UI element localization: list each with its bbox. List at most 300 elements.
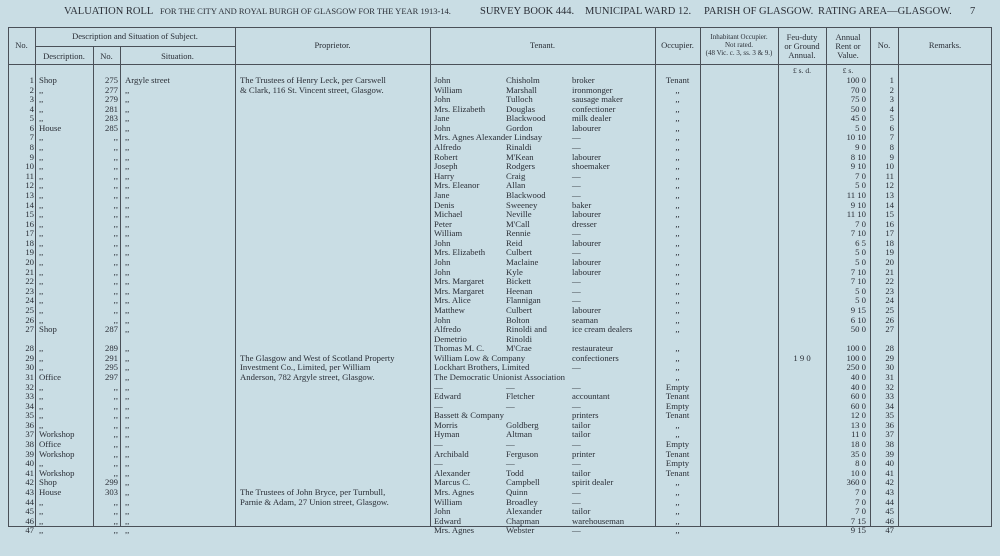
entry-house-number: ,, bbox=[113, 170, 118, 181]
entry-rent: 9 10 bbox=[850, 199, 866, 210]
entry-house-number: ,, bbox=[113, 142, 118, 153]
entry-number-right: 38 bbox=[885, 439, 894, 450]
entry-number: 10 bbox=[25, 161, 34, 172]
entry-house-number: 295 bbox=[104, 362, 118, 373]
entry-number: 43 bbox=[25, 486, 34, 497]
entry-number: 30 bbox=[25, 362, 34, 373]
entry-situation: ,, bbox=[125, 285, 130, 296]
entry-tenant-surname: Alexander bbox=[506, 506, 543, 517]
entry-number-right: 3 bbox=[889, 94, 894, 105]
entry-tenant-occupation: — bbox=[572, 295, 581, 306]
entry-number-right: 26 bbox=[885, 314, 894, 325]
entry-house-number: 285 bbox=[104, 122, 118, 133]
entry-description: ,, bbox=[39, 257, 44, 268]
entry-number-right: 27 bbox=[885, 324, 894, 335]
entry-tenant-occupation: printer bbox=[572, 448, 596, 459]
entry-tenant-occupation: confectioners bbox=[572, 352, 619, 363]
entry-situation: ,, bbox=[125, 276, 130, 287]
entry-tenant-occupation: sausage maker bbox=[572, 94, 623, 105]
entry-description: ,, bbox=[39, 247, 44, 258]
entry-occupier: ,, bbox=[675, 161, 680, 172]
inhabitant-line-1: Inhabitant Occupier. bbox=[710, 33, 768, 41]
entry-tenant-surname: Quinn bbox=[506, 486, 528, 497]
entry-situation: ,, bbox=[125, 266, 130, 277]
entry-tenant-occupation: — bbox=[572, 362, 581, 373]
entry-tenant-occupation: restaurateur bbox=[572, 343, 613, 354]
entry-situation: ,, bbox=[125, 84, 130, 95]
entry-tenant-forename: Mrs. Alice bbox=[434, 295, 471, 306]
entry-situation: ,, bbox=[125, 371, 130, 382]
header-ward: MUNICIPAL WARD 12. bbox=[585, 6, 692, 17]
entry-tenant-occupation: — bbox=[572, 496, 581, 507]
entry-tenant-forename: John bbox=[434, 266, 451, 277]
entry-rent: 60 0 bbox=[850, 391, 866, 402]
entry-tenant-occupation: ironmonger bbox=[572, 84, 613, 95]
entry-tenant-forename: Mrs. Elizabeth bbox=[434, 103, 486, 114]
entry-number-right: 41 bbox=[885, 467, 894, 478]
entry-tenant-occupation: — bbox=[572, 285, 581, 296]
entry-number-right: 17 bbox=[885, 228, 894, 239]
entry-number: 13 bbox=[25, 189, 34, 200]
entry-rent: 6 5 bbox=[855, 237, 866, 248]
entry-occupier: ,, bbox=[675, 122, 680, 133]
entry-number-right: 10 bbox=[885, 161, 894, 172]
entry-rent: 9 0 bbox=[855, 142, 866, 153]
entry-occupier: ,, bbox=[675, 486, 680, 497]
entry-number-right: 8 bbox=[889, 142, 894, 153]
entry-occupier: Tenant bbox=[665, 410, 690, 421]
entry-number-right: 28 bbox=[885, 343, 894, 354]
entry-number: 11 bbox=[25, 170, 34, 181]
entry-tenant-occupation: dresser bbox=[572, 218, 597, 229]
entry-occupier: ,, bbox=[675, 142, 680, 153]
entry-tenant-occupation: — bbox=[572, 180, 581, 191]
entry-tenant-forename: Archibald bbox=[434, 448, 469, 459]
entry-situation: ,, bbox=[125, 410, 130, 421]
entry-description: House bbox=[39, 122, 62, 133]
entry-description: ,, bbox=[39, 496, 44, 507]
entry-tenant-forename: Mrs. Eleanor bbox=[434, 180, 480, 191]
entry-rent: 6 10 bbox=[850, 314, 866, 325]
entry-situation: ,, bbox=[125, 458, 130, 469]
column-rule bbox=[35, 27, 36, 527]
entry-tenant-surname: Broadley bbox=[506, 496, 538, 507]
entry-number: 22 bbox=[25, 276, 34, 287]
entry-number-right: 46 bbox=[885, 515, 894, 526]
entry-description: ,, bbox=[39, 151, 44, 162]
entry-tenant-surname: Chapman bbox=[506, 515, 540, 526]
entry-rent: 100 0 bbox=[846, 352, 866, 363]
entry-number: 35 bbox=[25, 410, 34, 421]
entry-occupier: ,, bbox=[675, 343, 680, 354]
entry-number: 15 bbox=[25, 209, 34, 220]
entry-tenant-forename: — bbox=[434, 400, 443, 411]
entry-situation: ,, bbox=[125, 180, 130, 191]
entry-occupier: ,, bbox=[675, 429, 680, 440]
entry-occupier: ,, bbox=[675, 84, 680, 95]
entry-description: ,, bbox=[39, 304, 44, 315]
entry-number-right: 24 bbox=[885, 295, 894, 306]
entry-situation: ,, bbox=[125, 324, 130, 335]
entry-house-number: ,, bbox=[113, 276, 118, 287]
entry-tenant-forename: Michael bbox=[434, 209, 463, 220]
entry-number-right: 1 bbox=[889, 75, 894, 85]
entry-number: 32 bbox=[25, 381, 34, 392]
entry-house-number: ,, bbox=[113, 419, 118, 430]
entry-rent: 70 0 bbox=[850, 84, 866, 95]
entry-tenant-surname: Maclaine bbox=[506, 257, 539, 268]
entry-occupier: ,, bbox=[675, 506, 680, 517]
entry-situation: ,, bbox=[125, 486, 130, 497]
entry-occupier: ,, bbox=[675, 276, 680, 287]
entry-occupier: ,, bbox=[675, 525, 680, 536]
entry-tenant-occupation: — bbox=[572, 458, 581, 469]
entry-rent: 50 0 bbox=[850, 103, 866, 114]
entry-tenant-occupation: broker bbox=[572, 75, 595, 85]
entry-tenant-occupation: milk dealer bbox=[572, 113, 612, 124]
entry-situation: ,, bbox=[125, 218, 130, 229]
entry-house-number: ,, bbox=[113, 189, 118, 200]
entry-number-right: 44 bbox=[885, 496, 894, 507]
entry-number-right: 45 bbox=[885, 506, 894, 517]
entry-tenant-occupation: seaman bbox=[572, 314, 599, 325]
entry-tenant-surname: — bbox=[506, 458, 515, 469]
entry-house-number: ,, bbox=[113, 218, 118, 229]
entry-number: 4 bbox=[29, 103, 34, 114]
entry-description: ,, bbox=[39, 506, 44, 517]
entry-occupier: ,, bbox=[675, 371, 680, 382]
entry-occupier: ,, bbox=[675, 189, 680, 200]
entry-description: ,, bbox=[39, 266, 44, 277]
entry-tenant-forename: — bbox=[434, 439, 443, 450]
entry-tenant-forename: — bbox=[434, 381, 443, 392]
entry-number: 26 bbox=[25, 314, 34, 325]
entry-house-number: 303 bbox=[104, 486, 118, 497]
entry-house-number: 299 bbox=[104, 477, 118, 488]
entry-tenant-occupation: — bbox=[572, 381, 581, 392]
entry-tenant-forename: Mrs. Agnes Alexander Lindsay bbox=[434, 132, 543, 143]
entry-situation: ,, bbox=[125, 295, 130, 306]
entry-rent: 8 0 bbox=[855, 458, 866, 469]
entry-rent: 9 15 bbox=[850, 304, 866, 315]
entry-house-number: ,, bbox=[113, 180, 118, 191]
entry-tenant-surname: Flannigan bbox=[506, 295, 541, 306]
entry-occupier: Empty bbox=[665, 439, 690, 450]
header-parish: PARISH OF GLASGOW. bbox=[704, 6, 814, 17]
entry-tenant-occupation: confectioner bbox=[572, 103, 616, 114]
entry-tenant-surname: Blackwood bbox=[506, 189, 546, 200]
entry-description: Shop bbox=[39, 477, 57, 488]
entry-number-right: 43 bbox=[885, 486, 894, 497]
entry-number: 20 bbox=[25, 257, 34, 268]
entry-description: ,, bbox=[39, 113, 44, 124]
entry-number: 12 bbox=[25, 180, 34, 191]
entry-description: ,, bbox=[39, 525, 44, 536]
entry-proprietor: Anderson, 782 Argyle street, Glasgow. bbox=[240, 371, 375, 382]
entry-rent: 75 0 bbox=[850, 94, 866, 105]
entry-tenant-occupation: — bbox=[572, 525, 581, 536]
entry-number: 1 bbox=[29, 75, 34, 85]
entry-tenant-surname: M'Kean bbox=[506, 151, 534, 162]
entry-occupier: ,, bbox=[675, 266, 680, 277]
entry-situation: ,, bbox=[125, 103, 130, 114]
entry-number-right: 12 bbox=[885, 180, 894, 191]
entry-description: ,, bbox=[39, 391, 44, 402]
entry-rent: 50 0 bbox=[850, 324, 866, 335]
entry-situation: ,, bbox=[125, 391, 130, 402]
feu-units: £ s. d. bbox=[793, 66, 811, 75]
entry-proprietor: The Glasgow and West of Scotland Property bbox=[240, 352, 395, 363]
entry-tenant-surname: Campbell bbox=[506, 477, 540, 488]
entry-tenant-surname: Rodgers bbox=[506, 161, 535, 172]
col-header-proprietor: Proprietor. bbox=[314, 40, 351, 50]
entry-number: 34 bbox=[25, 400, 34, 411]
entry-tenant-occupation: — bbox=[572, 400, 581, 411]
col-header-no: No. bbox=[15, 40, 28, 50]
entry-number: 9 bbox=[29, 151, 34, 162]
entry-occupier: ,, bbox=[675, 218, 680, 229]
entry-number: 21 bbox=[25, 266, 34, 277]
entry-situation: ,, bbox=[125, 429, 130, 440]
entry-number: 18 bbox=[25, 237, 34, 248]
entry-number-right: 34 bbox=[885, 400, 894, 411]
entry-rent: 100 0 bbox=[846, 75, 866, 85]
col-header-inhabitant bbox=[700, 33, 778, 57]
entry-description: Shop bbox=[39, 75, 57, 85]
col-header-rent bbox=[826, 33, 870, 60]
entry-occupier: Empty bbox=[665, 400, 690, 411]
entry-rent: 7 10 bbox=[850, 228, 866, 239]
entry-occupier: ,, bbox=[675, 477, 680, 488]
entry-house-number: ,, bbox=[113, 247, 118, 258]
rent-line-3: Value. bbox=[837, 50, 859, 60]
entry-tenant-forename: Lockhart Brothers, Limited bbox=[434, 362, 530, 373]
entry-description: Office bbox=[39, 439, 62, 450]
entry-situation: ,, bbox=[125, 237, 130, 248]
entry-description: ,, bbox=[39, 199, 44, 210]
entry-tenant-surname: Bolton bbox=[506, 314, 530, 325]
entry-description: ,, bbox=[39, 381, 44, 392]
entry-number: 6 bbox=[29, 122, 34, 133]
entry-tenant-surname: Webster bbox=[506, 525, 535, 536]
entry-house-number: ,, bbox=[113, 458, 118, 469]
entry-number: 39 bbox=[25, 448, 34, 459]
entry-description: Workshop bbox=[39, 467, 75, 478]
entry-description: ,, bbox=[39, 142, 44, 153]
entry-number-right: 19 bbox=[885, 247, 894, 258]
entry-tenant-surname: Heenan bbox=[506, 285, 533, 296]
entry-occupier: ,, bbox=[675, 304, 680, 315]
entry-number: 38 bbox=[25, 439, 34, 450]
entry-house-number: ,, bbox=[113, 496, 118, 507]
entry-description: ,, bbox=[39, 94, 44, 105]
entry-tenant-forename: Matthew bbox=[434, 304, 465, 315]
entry-number-right: 21 bbox=[885, 266, 894, 277]
entry-description: Office bbox=[39, 371, 62, 382]
entry-number: 46 bbox=[25, 515, 34, 526]
entry-tenant-surname: Todd bbox=[506, 467, 524, 478]
entry-tenant-surname: Reid bbox=[506, 237, 523, 248]
entry-occupier: ,, bbox=[675, 180, 680, 191]
entry-description: ,, bbox=[39, 314, 44, 325]
entry-number-right: 23 bbox=[885, 285, 894, 296]
entry-house-number: ,, bbox=[113, 381, 118, 392]
entry-occupier: ,, bbox=[675, 247, 680, 258]
entry-rent: 5 0 bbox=[855, 180, 866, 191]
col-header-no-right: No. bbox=[877, 40, 891, 50]
entry-number: 40 bbox=[25, 458, 34, 469]
entry-house-number: 283 bbox=[104, 113, 118, 124]
entry-number-right: 25 bbox=[885, 304, 894, 315]
entry-tenant-surname: M'Call bbox=[506, 218, 530, 229]
entry-situation: ,, bbox=[125, 506, 130, 517]
col-header-description: Description. bbox=[43, 51, 85, 61]
entry-situation: ,, bbox=[125, 477, 130, 488]
col-header-situation: Situation. bbox=[161, 51, 194, 61]
entry-number-right: 7 bbox=[889, 132, 894, 143]
rent-line-1: Annual bbox=[835, 32, 861, 42]
entry-tenant-occupation: tailor bbox=[572, 467, 591, 478]
entry-tenant-surname: Tulloch bbox=[506, 94, 533, 105]
entry-tenant-surname: Bickett bbox=[506, 276, 532, 287]
rent-line-2: Rent or bbox=[835, 41, 861, 51]
entry-tenant-surname: Marshall bbox=[506, 84, 537, 95]
entry-house-number: 275 bbox=[104, 75, 118, 85]
entry-house-number: 291 bbox=[104, 352, 118, 363]
entry-tenant-surname: Rinoldi bbox=[506, 333, 533, 344]
entry-number: 17 bbox=[25, 228, 34, 239]
entry-occupier: ,, bbox=[675, 515, 680, 526]
entry-rent: 7 0 bbox=[855, 486, 866, 497]
entry-rent: 7 0 bbox=[855, 170, 866, 181]
entry-occupier: ,, bbox=[675, 352, 680, 363]
entry-number: 14 bbox=[25, 199, 34, 210]
entry-proprietor: & Clark, 116 St. Vincent street, Glasgow. bbox=[240, 84, 384, 95]
entry-tenant-surname: — bbox=[506, 439, 515, 450]
entry-house-number: ,, bbox=[113, 199, 118, 210]
header-title-rest: FOR THE CITY AND ROYAL BURGH OF GLASGOW FOR THE YEAR 1913-14. bbox=[160, 6, 451, 16]
entry-house-number: ,, bbox=[113, 266, 118, 277]
entry-number-right: 47 bbox=[885, 525, 894, 536]
entry-description: ,, bbox=[39, 458, 44, 469]
entry-number-right: 2 bbox=[889, 84, 894, 95]
entry-description: ,, bbox=[39, 103, 44, 114]
entry-tenant-occupation: — bbox=[572, 486, 581, 497]
feuduty-line-2: or Ground bbox=[784, 41, 820, 51]
entry-tenant-occupation: labourer bbox=[572, 209, 601, 220]
entry-tenant-surname: Rinoldi and bbox=[506, 324, 547, 335]
entry-tenant-occupation: labourer bbox=[572, 257, 601, 268]
entry-house-number: ,, bbox=[113, 209, 118, 220]
entry-tenant-forename: The Democratic Unionist Association bbox=[434, 371, 566, 382]
entry-rent: 250 0 bbox=[846, 362, 866, 373]
entry-house-number: ,, bbox=[113, 400, 118, 411]
entry-occupier: Empty bbox=[665, 381, 690, 392]
entry-number-right: 40 bbox=[885, 458, 894, 469]
entry-rent: 8 10 bbox=[850, 151, 866, 162]
entry-occupier: ,, bbox=[675, 324, 680, 335]
entry-tenant-forename: Denis bbox=[434, 199, 455, 210]
entry-number: 27 bbox=[25, 324, 34, 335]
entry-occupier: ,, bbox=[675, 151, 680, 162]
col-header-occupier: Occupier. bbox=[661, 40, 694, 50]
entry-number: 44 bbox=[25, 496, 34, 507]
entry-tenant-forename: Thomas M. C. bbox=[434, 343, 485, 354]
entry-occupier: ,, bbox=[675, 362, 680, 373]
entry-tenant-forename: Harry bbox=[434, 170, 455, 181]
entry-number-right: 29 bbox=[885, 352, 894, 363]
entry-number: 8 bbox=[29, 142, 34, 153]
entry-tenant-occupation: labourer bbox=[572, 266, 601, 277]
entry-description: ,, bbox=[39, 237, 44, 248]
entry-tenant-forename: John bbox=[434, 122, 451, 133]
column-rule bbox=[93, 46, 94, 527]
entry-house-number: ,, bbox=[113, 467, 118, 478]
entry-house-number: 279 bbox=[104, 94, 118, 105]
entry-situation: ,, bbox=[125, 419, 130, 430]
entry-rent: 10 0 bbox=[850, 467, 866, 478]
entry-house-number: ,, bbox=[113, 295, 118, 306]
entry-house-number: ,, bbox=[113, 314, 118, 325]
entry-tenant-occupation: labourer bbox=[572, 151, 601, 162]
feuduty-line-1: Feu-duty bbox=[786, 32, 818, 42]
entry-rent: 12 0 bbox=[850, 410, 866, 421]
entry-rent: 5 0 bbox=[855, 122, 866, 133]
entry-house-number: ,, bbox=[113, 439, 118, 450]
entry-tenant-occupation: printers bbox=[572, 410, 599, 421]
entry-situation: ,, bbox=[125, 161, 130, 172]
entry-rent: 5 0 bbox=[855, 247, 866, 258]
entry-number-right: 35 bbox=[885, 410, 894, 421]
page-number: 7 bbox=[970, 6, 976, 17]
entry-number: 36 bbox=[25, 419, 34, 430]
entry-situation: ,, bbox=[125, 151, 130, 162]
entry-tenant-forename: Alfredo bbox=[434, 324, 462, 335]
entry-situation: ,, bbox=[125, 381, 130, 392]
inhabitant-line-2: Not rated. bbox=[725, 41, 753, 49]
entry-occupier: ,, bbox=[675, 132, 680, 143]
entry-situation: ,, bbox=[125, 257, 130, 268]
entry-house-number: ,, bbox=[113, 257, 118, 268]
entry-description: ,, bbox=[39, 515, 44, 526]
entry-description: ,, bbox=[39, 161, 44, 172]
entry-occupier: ,, bbox=[675, 419, 680, 430]
entry-description: ,, bbox=[39, 209, 44, 220]
entry-tenant-forename: Jane bbox=[434, 113, 450, 124]
entry-situation: ,, bbox=[125, 142, 130, 153]
entry-number: 47 bbox=[25, 525, 34, 536]
entry-rent: 5 0 bbox=[855, 295, 866, 306]
entry-tenant-surname: Douglas bbox=[506, 103, 535, 114]
entry-number-right: 31 bbox=[885, 371, 894, 382]
entry-number-right: 15 bbox=[885, 209, 894, 220]
entry-tenant-surname: Allan bbox=[506, 180, 526, 191]
entry-occupier: Tenant bbox=[665, 448, 690, 459]
entry-house-number: ,, bbox=[113, 228, 118, 239]
entry-description: ,, bbox=[39, 189, 44, 200]
entry-tenant-surname: Sweeney bbox=[506, 199, 538, 210]
entry-tenant-surname: Gordon bbox=[506, 122, 533, 133]
entry-situation: ,, bbox=[125, 439, 130, 450]
entry-description: Workshop bbox=[39, 448, 75, 459]
entry-tenant-forename: Demetrio bbox=[434, 333, 467, 344]
entry-house-number: ,, bbox=[113, 237, 118, 248]
entry-occupier: ,, bbox=[675, 295, 680, 306]
entry-description: ,, bbox=[39, 84, 44, 95]
column-rule bbox=[778, 27, 779, 527]
entry-description: ,, bbox=[39, 400, 44, 411]
entry-occupier: ,, bbox=[675, 94, 680, 105]
